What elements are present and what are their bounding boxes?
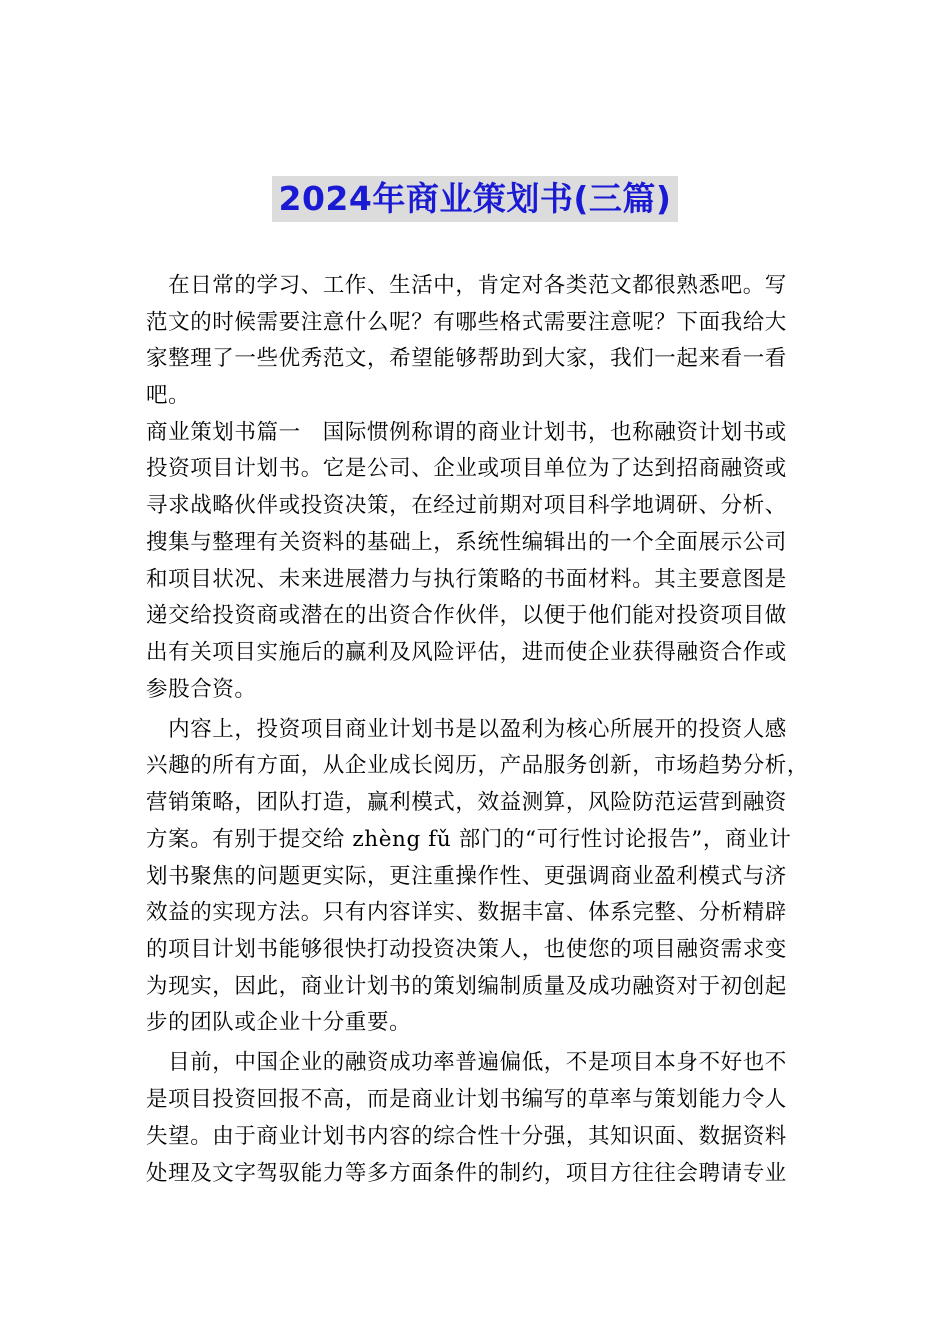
paragraph-2-line-5: 和项目状况、未来进展潜力与执行策略的书面材料。其主要意图是 bbox=[146, 566, 787, 592]
document-body bbox=[146, 268, 808, 1192]
paragraph-2-line-1: 商业策划书篇一 国际惯例称谓的商业计划书，也称融资计划书或 bbox=[146, 419, 787, 445]
document-title: 2024年商业策划书(三篇) bbox=[272, 176, 677, 222]
paragraph-1-line-2: 范文的时候需要注意什么呢？有哪些格式需要注意呢？下面我给大 bbox=[146, 309, 787, 335]
paragraph-2-line-2: 投资项目计划书。它是公司、企业或项目单位为了达到招商融资或 bbox=[146, 456, 787, 482]
paragraph-4-line-1: 目前，中国企业的融资成功率普遍偏低，不是项目本身不好也不 bbox=[146, 1050, 787, 1076]
paragraph-3-line-5: 划书聚焦的问题更实际，更注重操作性、更强调商业盈利模式与济 bbox=[146, 863, 787, 889]
title-container bbox=[0, 176, 950, 222]
paragraph-3-line-8: 为现实，因此，商业计划书的策划编制质量及成功融资对于初创起 bbox=[146, 973, 787, 999]
paragraph-4-line-3: 失望。由于商业计划书内容的综合性十分强，其知识面、数据资料 bbox=[146, 1123, 787, 1149]
paragraph-1-line-3: 家整理了一些优秀范文，希望能够帮助到大家，我们一起来看一看 bbox=[146, 346, 787, 372]
paragraph-3-line-9: 步的团队或企业十分重要。 bbox=[146, 1010, 412, 1036]
paragraph-3-line-6: 效益的实现方法。只有内容详实、数据丰富、体系完整、分析精辟 bbox=[146, 900, 787, 926]
paragraph-3-line-4: 方案。有别于提交给 zhèng fǔ 部门的“可行性讨论报告”，商业计 bbox=[146, 826, 792, 852]
paragraph-3-line-2: 兴趣的所有方面，从企业成长阅历，产品服务创新，市场趋势分析， bbox=[146, 753, 810, 779]
paragraph-3-line-3: 营销策略，团队打造，赢利模式，效益测算，风险防范运营到融资 bbox=[146, 790, 787, 816]
paragraph-2-line-3: 寻求战略伙伴或投资决策，在经过前期对项目科学地调研、分析、 bbox=[146, 493, 787, 519]
paragraph-1-line-1: 在日常的学习、工作、生活中，肯定对各类范文都很熟悉吧。写 bbox=[146, 273, 787, 298]
paragraph-4-line-4: 处理及文字驾驭能力等多方面条件的制约，项目方往往会聘请专业 bbox=[146, 1160, 787, 1186]
paragraph-2-line-7: 出有关项目实施后的赢利及风险评估，进而使企业获得融资合作或 bbox=[146, 639, 787, 665]
paragraph-2-line-4: 搜集与整理有关资料的基础上，系统性编辑出的一个全面展示公司 bbox=[146, 529, 787, 555]
paragraph-2-line-6: 递交给投资商或潜在的出资合作伙伴，以便于他们能对投资项目做 bbox=[146, 603, 787, 629]
paragraph-1-line-4: 吧。 bbox=[146, 383, 191, 409]
paragraph-2-line-8: 参股合资。 bbox=[146, 676, 257, 702]
paragraph-3-line-7: 的项目计划书能够很快打动投资决策人，也使您的项目融资需求变 bbox=[146, 936, 787, 962]
paragraph-4-line-2: 是项目投资回报不高，而是商业计划书编写的草率与策划能力令人 bbox=[146, 1087, 787, 1113]
paragraph-3-line-1: 内容上，投资项目商业计划书是以盈利为核心所展开的投资人感 bbox=[146, 716, 787, 742]
